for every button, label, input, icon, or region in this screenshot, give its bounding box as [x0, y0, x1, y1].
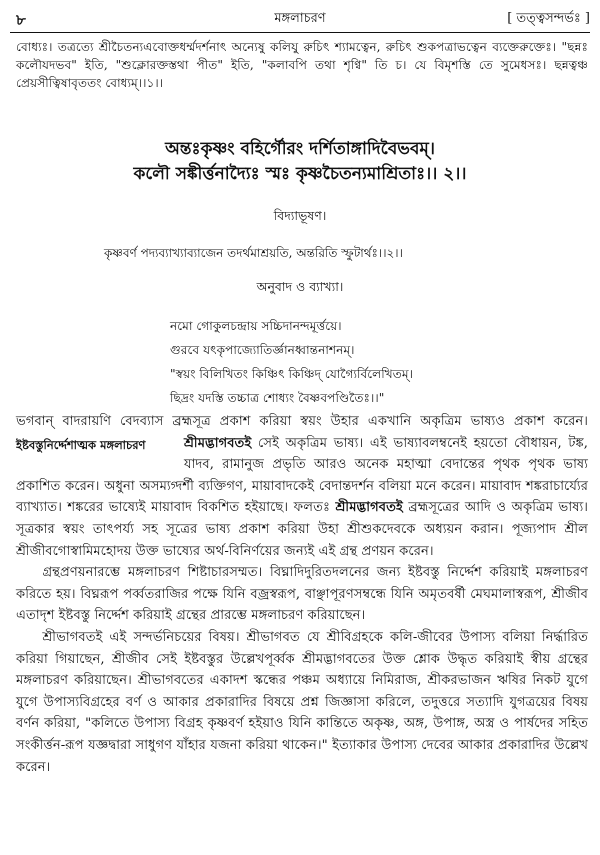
- invocation-verses: [170, 314, 590, 410]
- invocation-line: ছিদ্রং যদস্তি তচ্চাত্র শোধ্যং বৈষ্ণবপণ্ডিতৈঃ।।": [170, 391, 385, 405]
- invocation-line: নমো গোকুলচন্দ্রায় সচ্চিদানন্দমূর্ত্তয়ে।: [170, 319, 342, 333]
- margin-note: ইষ্টবস্তুনির্দ্দেশাত্মক মঙ্গলাচরণ: [16, 437, 146, 452]
- book-title: [ তত্ত্বসন্দর্ভঃ ]: [507, 11, 590, 26]
- page-number: ৮: [16, 11, 26, 29]
- vidyabhushan-heading: বিদ্যাভূষণ।: [273, 208, 327, 223]
- header-rule: [10, 32, 590, 33]
- verse-line-1: অন্তঃকৃষ্ণং বহির্গৌরং দর্শিতাঙ্গাদিবৈভবম্।: [165, 139, 435, 159]
- vidyabhushan-commentary: কৃষ্ণবর্ণ পদ্যব্যাখ্যাব্যাজেন তদর্থমাশ্রয়তি, অন্তরিতি স্ফুটার্থঃ।।২।।: [104, 246, 403, 260]
- main-body: [16, 411, 588, 778]
- verse: [0, 137, 600, 187]
- intro-paragraph: [16, 38, 588, 93]
- verse-line-2: কলৌ সঙ্কীর্ত্তনাদ্যৈঃ স্মঃ কৃষ্ণচৈতন্যমাশ্রিতাঃ।। ২।।: [133, 164, 467, 184]
- running-title: মঙ্গলাচরণ: [274, 11, 326, 26]
- invocation-line: গুরবে যৎকৃপাজ্যোতির্জ্ঞানধ্বান্তনাশনম্।: [170, 343, 355, 357]
- intro-text: বোধ্যঃ। তত্রত্যে শ্রীচৈতন্যএবোক্তধর্ম্মদর্শনাৎ অন্যেষু কলিযু রুচিৎ শ্যামত্বেন, রুচিৎ শুকপত্রাভত্বেন ব্যক্তেরুক্তেঃ। "ছন্নঃ কলৌযদভব" ইতি, "শুক্লোরক্তস্তথা পীত" ইতি, "কলাবপি তথা শৃণ্বি" তি চ। যে বিমৃশস্তি তে সুমেধসঃ। ছন্নত্বঞ্চ প্রেয়সীত্বিষাবৃততং বোধ্যম্।।১।।: [16, 40, 588, 91]
- body-paragraph-2: গ্রন্থপ্রণয়নারম্ভে মঙ্গলাচরণ শিষ্টাচারসম্মত। বিঘ্নাদিদুরিতদলনের জন্য ইষ্টবস্তু নির্দ্দেশ করিয়াই মঙ্গলাচরণ করিতে হয়। বিঘ্নরূপ পর্ব্বতরাজির পক্ষে যিনি বজ্রস্বরূপ, বাঞ্ছাপূরণসম্বন্ধে যিনি অমৃতবর্ষী মেঘমালাস্বরূপ, শ্রীজীব এতাদৃশ ইষ্টবস্তু নির্দ্দেশ করিয়াই গ্রন্থের প্রারম্ভে মঙ্গলাচরণ করিয়াছেন।: [16, 565, 588, 624]
- page-header: [0, 0, 600, 32]
- body-paragraph-3: শ্রীভাগবতই এই সন্দর্ভনিচয়ের বিষয়। শ্রীভাগবত যে শ্রীবিগ্রহকে কলি-জীবের উপাস্য বলিয়া নির্দ্ধারিত করিয়া গিয়াছেন, শ্রীজীব সেই ইষ্টবস্তুর উল্লেখপূর্ব্বক শ্রীমদ্ভাগবতের উক্ত শ্লোক উদ্ধৃত করিয়াই স্বীয় গ্রন্থের মঙ্গলাচরণ করিয়াছেন। শ্রীভাগবতের একাদশ স্কন্ধের পঞ্চম অধ্যায়ে নিমিরাজ, শ্রীকরভাজন ঋষির নিকট যুগে যুগে উপাস্যবিগ্রহের বর্ণ ও আকার প্রকারাদির বিষয়ে প্রশ্ন জিজ্ঞাসা করিলে, তদুত্তরে সত্যাদি যুগত্রয়ের বিষয় বর্ণন করিয়া, "কলিতে উপাস্য বিগ্রহ কৃষ্ণবর্ণ হইয়াও যিনি কান্তিতে অকৃষ্ণ, অঙ্গ, উপাঙ্গ, অস্ত্র ও পার্ষদের সহিত সংকীর্ত্তন-রূপ যজ্ঞদ্বারা সাধুগণ যাঁহার যজনা করিয়া থাকেন।" ইত্যাকার উপাস্য দেবের আকার প্রকারাদির উল্লেখ করেন।: [16, 629, 588, 775]
- body-paragraph-1: ভগবান্ বাদরায়ণি বেদব্যাস ব্রহ্মসূত্র প্রকাশ করিয়া স্বয়ং উহার একখানি অকৃত্রিম ভাষ্যও প্রকাশ করেন। ইষ্টবস্তুনির্দ্দেশাত্মক মঙ্গলাচরণ শ্রীমদ্ভাগবতই সেই অকৃত্রিম ভাষ্য। এই ভাষ্যাবলম্বনেই হয়তো বৌধায়ন, টঙ্ক, যাদব, রামানুজ প্রভৃতি আরও অনেক মহাত্মা বেদান্তের পৃথক পৃথক ভাষ্য প্রকাশিত করেন। অধুনা অসম্যগ্দর্শী ব্যক্তিগণ, মায়াবাদকেই বেদান্তদর্শন বলিয়া মনে করেন। মায়াবাদ শঙ্করাচার্য্যের ব্যাখ্যাত। শঙ্করের ভাষ্যেই মায়াবাদ বিকশিত হইয়াছে। ফলতঃ শ্রীমদ্ভাগবতই ব্রহ্মসূত্রের আদি ও অকৃত্রিম ভাষ্য। সূত্রকার স্বয়ং তাৎপর্য্য সহ সূত্রের ভাষ্য প্রকাশ করিয়া উহা শ্রীশুকদেবকে অধ্যয়ন করান। পূজ্যপাদ শ্রীল শ্রীজীবগোস্বামিমহোদয় উক্ত ভাষ্যের অর্থ-বিনির্ণয়ের জন্যই এই গ্রন্থ প্রণয়ন করেন।: [16, 414, 589, 559]
- translation-heading: অনুবাদ ও ব্যাখ্যা।: [256, 279, 344, 294]
- invocation-line: "স্বয়ং বিলিখিতং কিঞ্চিৎ কিঞ্চিদ্ যোগ্যৈর্বিলেখিতম্।: [170, 367, 414, 381]
